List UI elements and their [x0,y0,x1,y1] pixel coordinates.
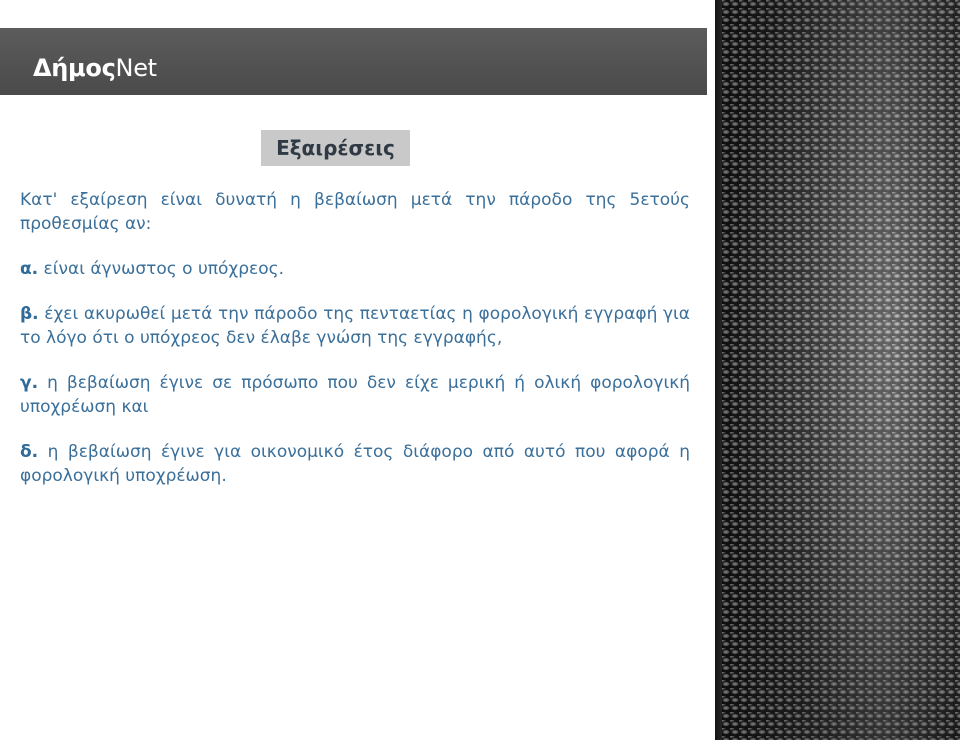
item-letter: δ. [20,442,39,462]
section-title: Εξαιρέσεις [261,130,410,166]
body-text [20,188,690,509]
header-bar [0,28,707,95]
item-text: η βεβαίωση έγινε για οικονομικό έτος διάφορο από αυτό που αφορά η φορολογική υποχρέωση. [20,442,690,486]
logo-light-text: Net [115,54,157,82]
panel-separator [712,0,715,740]
list-item-c [20,371,690,419]
logo [33,54,157,82]
list-item-d [20,440,690,488]
item-letter: α. [20,259,39,279]
item-text: έχει ακυρωθεί μετά την πάροδο της πενταετίας η φορολογική εγγραφή για το λόγο ότι ο υπόχρεος δεν έλαβε γνώση της εγγραφής, [20,304,691,348]
item-text: η βεβαίωση έγινε σε πρόσωπο που δεν είχε μερική ή ολική φορολογική υποχρέωση και [20,373,691,417]
list-item-b [20,302,690,350]
list-item-a [20,257,690,281]
logo-bold-text: Δήμος [33,54,116,82]
carbon-fiber-panel [712,0,960,740]
intro-paragraph: Κατ' εξαίρεση είναι δυνατή η βεβαίωση μετά την πάροδο της 5ετούς προθεσμίας αν: [20,190,690,234]
item-text: είναι άγνωστος ο υπόχρεος. [43,259,284,279]
item-letter: γ. [20,373,39,393]
item-letter: β. [20,304,39,324]
